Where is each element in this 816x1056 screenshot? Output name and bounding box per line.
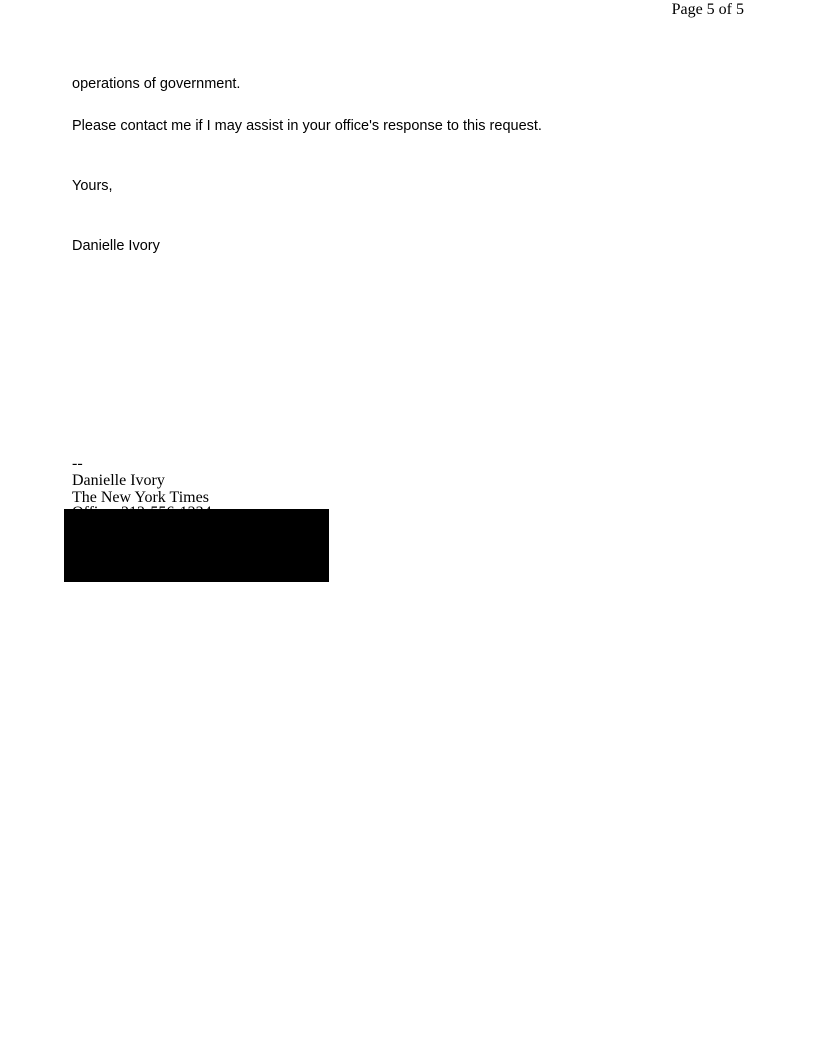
redaction-box xyxy=(64,509,329,582)
body-text-line-2: Please contact me if I may assist in your office's response to this request. xyxy=(72,118,542,134)
body-text-line-1: operations of government. xyxy=(72,76,241,92)
signature-separator: -- xyxy=(72,455,83,472)
closing-text: Yours, xyxy=(72,178,113,194)
signature-name: Danielle Ivory xyxy=(72,238,160,254)
page-number: Page 5 of 5 xyxy=(671,1,744,18)
signature-block-name: Danielle Ivory xyxy=(72,472,165,489)
signature-block-organization: The New York Times xyxy=(72,489,209,506)
